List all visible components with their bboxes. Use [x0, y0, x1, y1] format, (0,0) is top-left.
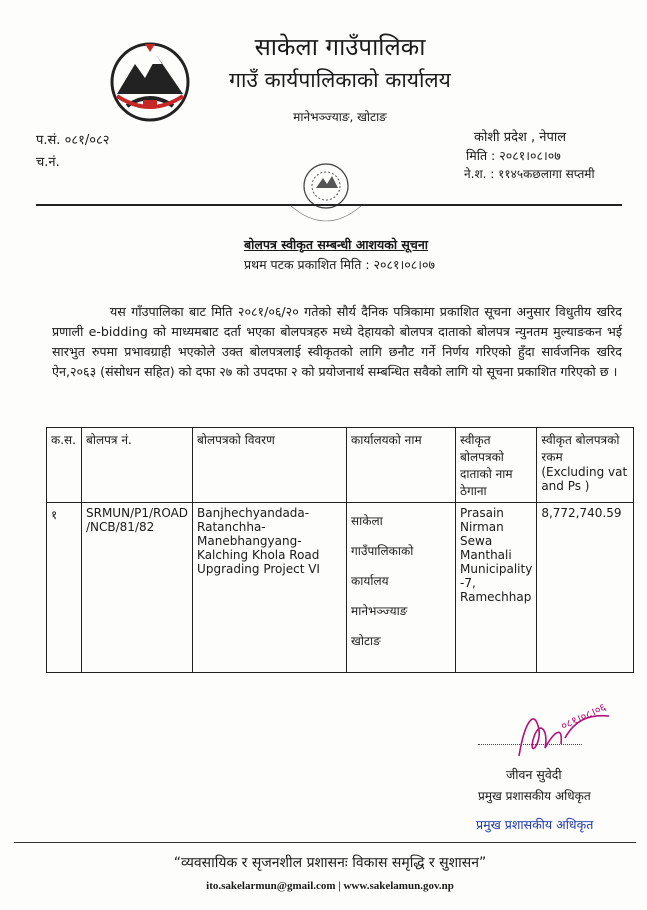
designation-stamp: प्रमुख प्रशासकीय अधिकृत: [476, 817, 594, 832]
notice-body: यस गाँउपालिका बाट मिति २०८१/०६/२० गतेको सौर्य दैनिक पत्रिकामा प्रकाशित सूचना अनुसार विधुतीय खरिद प्रणाली e-bidding को माध्यमबाट दर्ता भएका बोलपत्रहरु मध्ये देहायको बोलपत्र दाताको बोलपत्र न्युनतम मुल्याङकन भई सारभुत रुपमा प्रभावग्राही भएकोले उक्त बोलपत्रलाई स्वीकृतको लागि छनौट गर्ने निर्णय गरिएको हुँदा सार्वजनिक खरिद ऐन,२०६३ (संसोधन सहित) को दफा २७ को उपदफा २ को प्रयोजनार्थ सम्बन्धित सवैको लागि यो सूचना प्रकाशित गरिएको छ ।: [52, 304, 622, 379]
footer-divider: [14, 842, 636, 843]
header-bid-number: बोलपत्र नं.: [82, 428, 193, 503]
office-subtitle: गाउँ कार्यपालिकाको कार्यालय: [229, 68, 451, 92]
office-address: मानेभञ्ज्याङ, खोटाङ: [293, 110, 387, 124]
cell-amount: 8,772,740.59: [537, 503, 634, 673]
letter-date: मिति : २०८१।०८।०७: [466, 148, 561, 163]
signatory-name: जीवन सुवेदी: [506, 767, 562, 782]
cell-description: Banjhechyandada-Ratanchha-Manebhangyang-Kalching Khola Road Upgrading Project VI: [193, 503, 347, 673]
signatory-title: प्रमुख प्रशासकीय अधिकृत: [478, 789, 591, 803]
municipality-emblem-logo: [105, 38, 195, 122]
notice-title: बोलपत्र स्वीकृत सम्बन्धी आशयको सूचना: [244, 237, 428, 252]
handwritten-date: ०८१।०८।०६: [558, 700, 609, 733]
nepal-sambat-date: ने.श. : ११४५कछलागा सप्तमी: [464, 167, 595, 181]
header-sn: क.स.: [47, 428, 82, 503]
published-date: प्रथम पटक प्रकाशित मिति : २०८१।०८।०७: [244, 257, 436, 272]
cell-sn: १: [47, 503, 82, 673]
cell-office-name: [347, 503, 456, 673]
award-table: [46, 427, 634, 673]
header-description: बोलपत्रको विवरण: [193, 428, 347, 503]
footer-contact: ito.sakelarmun@gmail.com | www.sakelamun.gov.np: [206, 880, 454, 892]
table-header-row: [47, 428, 634, 503]
reference-number: प.सं. ०८१/०८२: [36, 133, 110, 148]
table-row: [47, 503, 634, 673]
cell-bid-number: SRMUN/P1/ROAD /NCB/81/82: [82, 503, 193, 673]
header-office-name: कार्यालयको नाम: [347, 428, 456, 503]
office-line: मानेभञ्ज्याङ: [351, 604, 408, 618]
header-amount: स्वीकृत बोलपत्रको रकम (Excluding vat and Ps ): [537, 428, 634, 503]
handwritten-signature: [505, 700, 625, 770]
office-line: गाउँपालिकाको: [351, 544, 414, 558]
dispatch-number: च.नं.: [36, 155, 60, 170]
office-seal-stamp: [283, 148, 369, 228]
province-name: कोशी प्रदेश , नेपाल: [474, 130, 567, 145]
office-line: साकेला: [351, 514, 383, 528]
header-divider: [36, 204, 622, 206]
footer-motto: “व्यवसायिक र सृजनशील प्रशासनः विकास समृद्धि र सुशासन”: [173, 855, 487, 871]
office-line: कार्यालय: [351, 574, 389, 588]
office-name: साकेला गाउँपालिका: [254, 33, 426, 61]
signature-line: [478, 744, 582, 745]
cell-bidder: Prasain Nirman Sewa Manthali Municipality -7, Ramechhap: [456, 503, 537, 673]
office-line: खोटाङ: [351, 634, 381, 648]
header-bidder: स्वीकृत बोलपत्रको दाताको नाम ठेगाना: [456, 428, 537, 503]
